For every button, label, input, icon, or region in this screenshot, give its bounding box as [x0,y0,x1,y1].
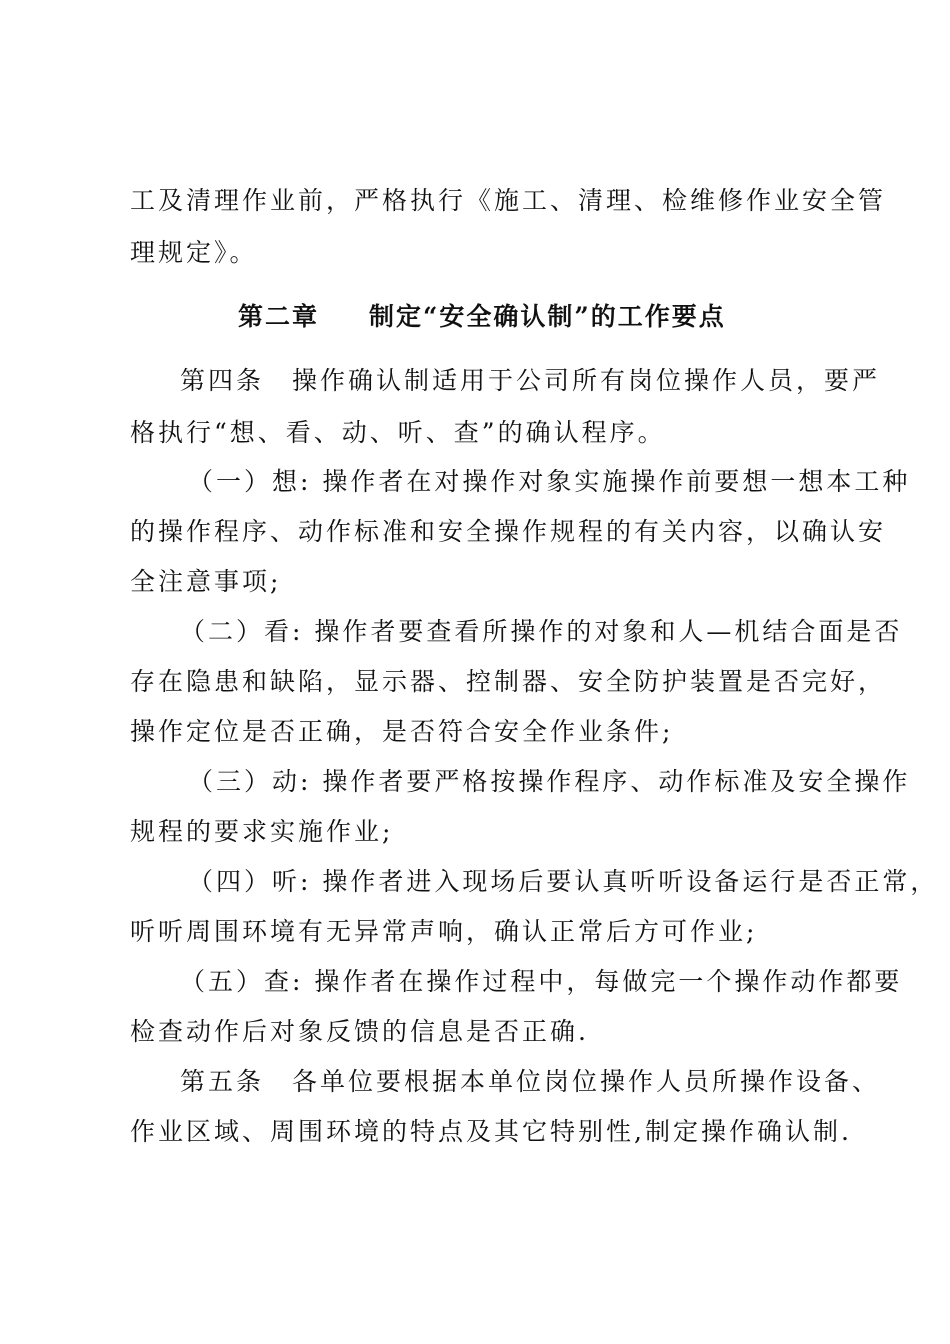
item-think-line: （一）想: 操作者在对操作对象实施操作前要想一想本工种 [188,467,911,496]
paragraph-line: 的操作程序、动作标准和安全操作规程的有关内容，以确认安 [130,517,887,546]
chapter-heading [238,302,726,332]
chapter-number: 第二章 [238,302,320,331]
paragraph-line: 存在隐患和缺陷，显示器、控制器、安全防护装置是否完好， [130,667,887,696]
paragraph-line: 操作定位是否正确，是否符合安全作业条件; [130,717,674,746]
paragraph-line: 规程的要求实施作业; [130,817,394,846]
item-listen-line: （四）听: 操作者进入现场后要认真听听设备运行是否正常， [188,867,939,896]
item-check-line: （五）查: 操作者在操作过程中，每做完一个操作动作都要 [180,967,903,996]
paragraph-line: 全注意事项; [130,567,282,596]
paragraph-line: 工及清理作业前，严格执行《施工、清理、检维修作业安全管 [130,186,887,215]
paragraph-line: 理规定》。 [130,238,258,267]
article-5-line: 第五条 各单位要根据本单位岗位操作人员所操作设备、 [180,1067,881,1096]
paragraph-line: 听听周围环境有无异常声响，确认正常后方可作业; [130,917,758,946]
paragraph-line: 作业区域、周围环境的特点及其它特别性,制定操作确认制. [130,1117,852,1146]
chapter-title: 制定“安全确认制”的工作要点 [369,302,726,331]
paragraph-line: 检查动作后对象反馈的信息是否正确. [130,1017,589,1046]
item-look-line: （二）看: 操作者要查看所操作的对象和人—机结合面是否 [180,617,903,646]
article-4-line: 第四条 操作确认制适用于公司所有岗位操作人员，要严 [180,366,881,395]
paragraph-line: 格执行“想、看、动、听、查”的确认程序。 [130,418,666,447]
item-act-line: （三）动: 操作者要严格按操作程序、动作标准及安全操作 [188,767,911,796]
